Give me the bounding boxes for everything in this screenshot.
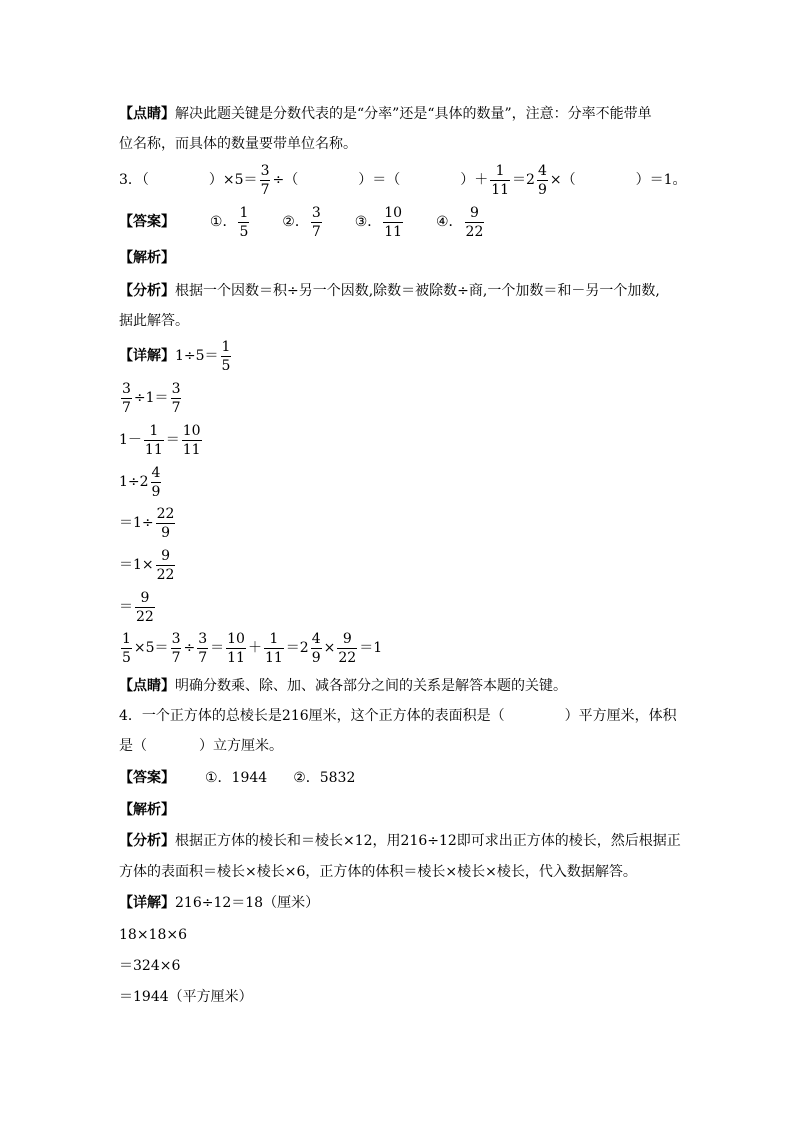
q4-jiexi: 【解析】: [119, 802, 175, 818]
step-text: 216÷12＝18（厘米）: [175, 895, 320, 911]
step-fraction: $\frac{1}{11}$: [144, 422, 163, 458]
step-fraction: $\frac{9}{22}$: [136, 589, 154, 625]
step-fraction: $\frac{9}{22}$: [156, 547, 175, 583]
q3-answer: [119, 202, 486, 242]
step-fraction: $\frac{3}{7}$: [171, 630, 181, 666]
q4-fenxi-line1: [119, 831, 681, 851]
q3-text: ＝2: [512, 172, 535, 188]
answer-label: ①．: [209, 214, 237, 230]
q3-fraction: $\frac{3}{7}$: [260, 162, 270, 198]
dianjing-text: 解决此题关键是分数代表的是“分率”还是“具体的数量”，注意：分率不能带单: [175, 106, 652, 122]
step-fraction: $\frac{3}{7}$: [122, 380, 131, 416]
answer-label: ③．: [354, 214, 382, 230]
q3-xiangjie-summary: [119, 628, 382, 668]
q3-xiangjie-step3: [119, 420, 204, 460]
q3-text: ÷（: [272, 172, 299, 188]
fenxi-text-cont: 方体的表面积＝棱长×棱长×6，正方体的体积＝棱长×棱长×棱长，代入数据解答。: [119, 864, 637, 880]
fenxi-text: 根据一个因数＝积÷另一个因数,除数＝被除数÷商,一个加数＝和－另一个加数,: [175, 283, 660, 299]
q3-xiangjie-step4: [119, 462, 163, 502]
q4-text: 4．一个正方体的总棱长是216厘米，这个正方体的表面积是（: [119, 708, 505, 724]
answer-tag: 【答案】: [119, 770, 175, 786]
step-text: ＝1×: [119, 557, 154, 573]
step-text: ＝1: [359, 640, 383, 656]
xiangjie-tag: 【详解】: [119, 895, 175, 911]
fenxi-tag: 【分析】: [119, 833, 175, 849]
dianjing-text-cont: 位名称，而具体的数量要带单位名称。: [119, 136, 357, 152]
step-text: 1－: [119, 432, 142, 448]
step-text: ＝: [119, 599, 133, 615]
answer-fraction: $\frac{10}{11}$: [384, 204, 403, 240]
step-fraction: $\frac{9}{22}$: [338, 630, 357, 666]
q3-xiangjie-step2: [119, 378, 183, 418]
q4-fenxi-line2: [119, 862, 637, 882]
step-fraction: $\frac{3}{7}$: [171, 380, 181, 416]
q3-fenxi-line2: [119, 311, 189, 331]
step-fraction: $\frac{22}{9}$: [156, 505, 175, 541]
q3-text: ）＋: [460, 172, 489, 188]
q3-number: 3．（: [119, 172, 149, 188]
answer-fraction: $\frac{3}{7}$: [311, 204, 321, 240]
question-4-line2: [119, 736, 283, 756]
q3-fraction: $\frac{1}{11}$: [491, 162, 510, 198]
fenxi-text: 根据正方体的棱长和＝棱长×12，用216÷12即可求出正方体的棱长，然后根据正: [175, 833, 681, 849]
step-fraction: $\frac{10}{11}$: [227, 630, 245, 666]
q3-xiangjie-step7: [119, 587, 157, 627]
step-fraction: $\frac{3}{7}$: [198, 630, 208, 666]
step-fraction: $\frac{1}{5}$: [221, 338, 231, 374]
q3-text: ）＝（: [358, 172, 401, 188]
step-fraction: $\frac{10}{11}$: [182, 422, 201, 458]
dianjing-paragraph-line2: [119, 134, 357, 154]
answer-value: ②．5832: [293, 770, 356, 786]
step-fraction: $\frac{4}{9}$: [151, 464, 161, 500]
step-text: 1÷2: [119, 474, 149, 490]
question-4-line1: [119, 706, 677, 726]
q3-xiangjie-step6: [119, 545, 177, 585]
dianjing-paragraph-line1: [119, 104, 652, 124]
dianjing-text: 明确分数乘、除、加、减各部分之间的关系是解答本题的关键。: [175, 678, 567, 694]
q3-text: ×（: [549, 172, 576, 188]
question-3: [119, 160, 687, 200]
step-fraction: $\frac{4}{9}$: [311, 630, 321, 666]
q3-fraction: $\frac{4}{9}$: [537, 162, 547, 198]
dianjing-tag: 【点睛】: [119, 106, 175, 122]
dianjing-2: [119, 676, 567, 696]
q3-text: ）×5＝: [208, 172, 258, 188]
q3-jiexi: 【解析】: [119, 250, 175, 266]
q4-xiangjie-line4: ＝1944（平方厘米）: [119, 989, 253, 1005]
q4-text: ）平方厘米，体积: [564, 708, 677, 724]
step-text: ×: [323, 640, 336, 656]
q4-text: 是（: [119, 738, 147, 754]
dianjing-tag: 【点睛】: [119, 678, 175, 694]
step-text: ＋: [247, 640, 262, 656]
answer-value: ①．1944: [205, 770, 268, 786]
q3-text: ）＝1。: [635, 172, 687, 188]
xiangjie-tag: 【详解】: [119, 348, 175, 364]
step-text: ＝2: [285, 640, 309, 656]
step-text: ÷1＝: [133, 390, 169, 406]
q4-answer: [119, 768, 355, 788]
step-text: ×5＝: [133, 640, 169, 656]
q4-xiangjie-line2: 18×18×6: [119, 927, 187, 943]
answer-label: ④．: [435, 214, 463, 230]
q3-fenxi-line1: [119, 281, 660, 301]
q3-xiangjie-step5: [119, 503, 177, 543]
step-text: ＝: [210, 640, 225, 656]
step-fraction: $\frac{1}{11}$: [264, 630, 283, 666]
q4-xiangjie-line3: ＝324×6: [119, 958, 181, 974]
step-text: ÷: [183, 640, 196, 656]
step-text: 1÷5＝: [175, 348, 219, 364]
fenxi-tag: 【分析】: [119, 283, 175, 299]
fenxi-text-cont: 据此解答。: [119, 313, 189, 329]
q4-xiangjie-line1: [119, 893, 319, 913]
step-fraction: $\frac{1}{5}$: [122, 630, 131, 666]
answer-label: ②．: [282, 214, 309, 230]
answer-fraction: $\frac{1}{5}$: [239, 204, 249, 240]
q3-xiangjie-step1: [119, 336, 233, 376]
answer-tag: 【答案】: [119, 214, 175, 230]
q4-text: ）立方厘米。: [199, 738, 283, 754]
answer-fraction: $\frac{9}{22}$: [465, 204, 484, 240]
step-text: ＝: [165, 432, 180, 448]
step-text: ＝1÷: [119, 515, 154, 531]
